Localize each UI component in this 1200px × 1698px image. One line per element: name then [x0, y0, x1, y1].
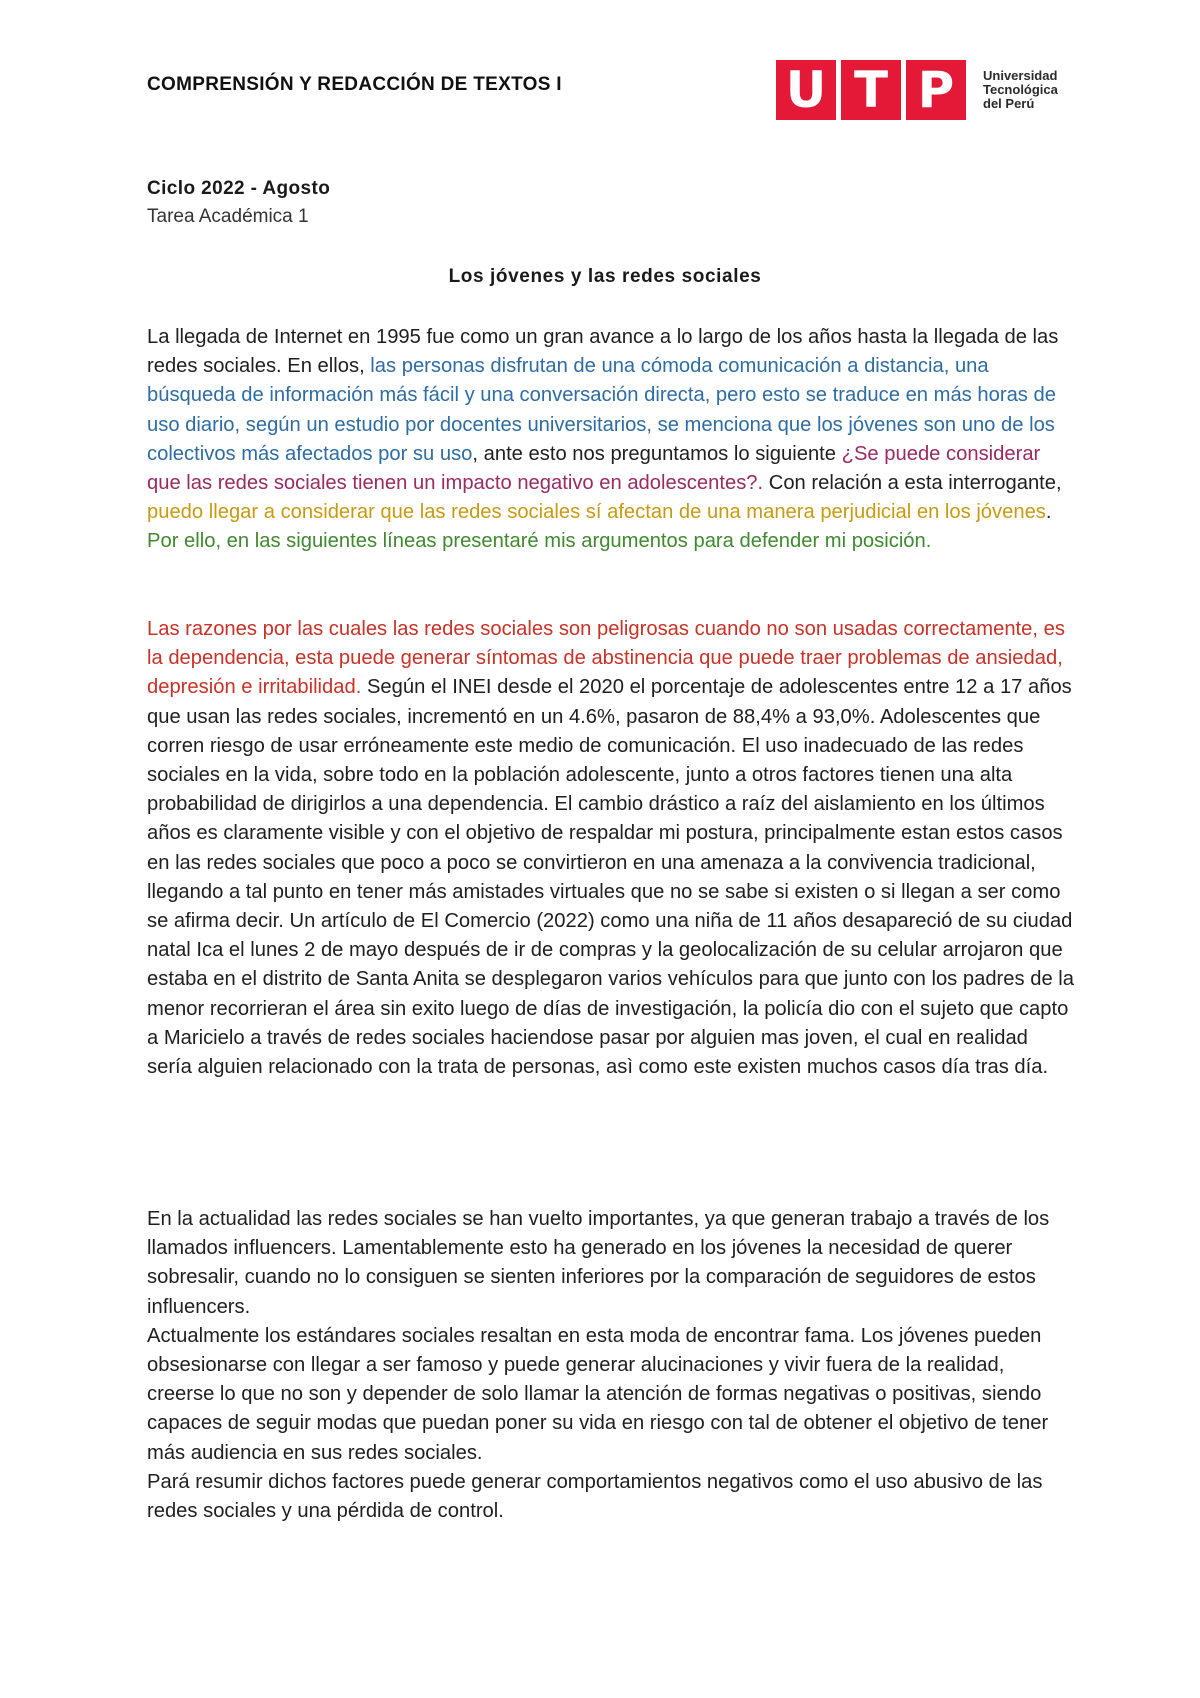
- paragraph-standards: Actualmente los estándares sociales resaltan en esta moda de encontrar fama. Los jóvenes pueden obsesionarse con llegar a ser famoso y puede generar alucinaciones y vivir fuera de la realidad, creerse lo que no son y depender de solo llamar la atención de formas negativas o positivas, siendo capaces de seguir modas que puedan poner su vida en riesgo con tal de obtener el objetivo de tener más audiencia en sus redes sociales.: [147, 1324, 1049, 1464]
- task-label: Tarea Académica 1: [147, 206, 309, 227]
- utp-logo: [776, 60, 1058, 120]
- paragraph-argument-2: [147, 1205, 1077, 1526]
- logo-name-line-1: Universidad: [983, 68, 1058, 83]
- logo-letter-p: P: [906, 60, 966, 120]
- highlight-announcement: Por ello, en las siguientes líneas presentaré mis argumentos para defender mi posición.: [147, 530, 932, 553]
- thesis-connector: .: [1045, 501, 1052, 524]
- paragraph-argument-1: [147, 615, 1077, 1082]
- cycle-label: Ciclo 2022 - Agosto: [147, 178, 331, 199]
- highlight-context: las personas disfrutan de una cómoda comunicación a distancia, una búsqueda de información más fácil y una conversación directa, pero esto se traduce en más horas de uso diario, según un estudio por docentes universitarios, se menciona que los jóvenes son uno de los colectivos más afectados por su uso: [147, 355, 1056, 465]
- logo-university-name: [983, 69, 1058, 111]
- highlight-argument: Las razones por las cuales las redes sociales son peligrosas cuando no son usadas correctamente, es la dependencia, esta puede generar síntomas de abstinencia que puede traer problemas de ansiedad, depresión e irritabilidad.: [147, 618, 1065, 699]
- logo-letter-t: T: [841, 60, 901, 120]
- intro-text: La llegada de Internet en 1995 fue como un gran avance a lo largo de los años hasta la llegada de las redes sociales. En ellos,: [147, 326, 1059, 378]
- argument-support: Según el INEI desde el 2020 el porcentaje de adolescentes entre 12 a 17 años que usan las redes sociales, incrementó en un 4.6%, pasaron de 88,4% a 93,0%. Adolescentes que corren riesgo de usar erróneamente este medio de comunicación. El uso inadecuado de las redes sociales en la vida, sobre todo en la población adolescente, junto a otros factores tienen una alta probabilidad de dirigirlos a una dependencia. El cambio drástico a raíz del aislamiento en los últimos años es claramente visible y con el objetivo de respaldar mi postura, principalmente estan estos casos en las redes sociales que poco a poco se convirtieron en una amenaza a la convivencia tradicional, llegando a tal punto en tener más amistades virtuales que no se sabe si existen o si llegan a ser como se afirma decir. Un artículo de El Comercio (2022) como una niña de 11 años desapareció de su ciudad natal Ica el lunes 2 de mayo después de ir de compras y la geolocalización de su celular arrojaron que estaba en el distrito de Santa Anita se desplegaron varios vehículos para que junto con los padres de la menor recorrieran el área sin exito luego de días de investigación, la policía dio con el sujeto que capto a Maricielo a través de redes sociales haciendose pasar por alguien mas joven, el cual en realidad sería alguien relacionado con la trata de personas, asì como este existen muchos casos día tras día.: [147, 676, 1074, 1079]
- highlight-question: ¿Se puede considerar que las redes sociales tienen un impacto negativo en adolescentes?.: [147, 442, 1041, 495]
- logo-name-line-3: del Perú: [983, 96, 1035, 111]
- paragraph-introduction: [147, 323, 1077, 557]
- logo-name-line-2: Tecnológica: [983, 82, 1058, 97]
- highlight-thesis: puedo llegar a considerar que las redes sociales sí afectan de una manera perjudicial en los jóvenes: [147, 501, 1046, 524]
- logo-letter-u: U: [776, 60, 836, 120]
- paragraph-influencers: En la actualidad las redes sociales se han vuelto importantes, ya que generan trabajo a través de los llamados influencers. Lamentablemente esto ha generado en los jóvenes la necesidad de querer sobresalir, cuando no lo consiguen se sienten inferiores por la comparación de seguidores de estos influencers.: [147, 1208, 1050, 1318]
- paragraph-summary: Pará resumir dichos factores puede generar comportamientos negativos como el uso abusivo de las redes sociales y una pérdida de control.: [147, 1470, 1043, 1523]
- document-title: Los jóvenes y las redes sociales: [448, 266, 762, 287]
- course-title: COMPRENSIÓN Y REDACCIÓN DE TEXTOS I: [147, 74, 562, 95]
- question-connector: Con relación a esta interrogante,: [763, 472, 1062, 495]
- intro-connector: , ante esto nos preguntamos lo siguiente: [472, 442, 842, 465]
